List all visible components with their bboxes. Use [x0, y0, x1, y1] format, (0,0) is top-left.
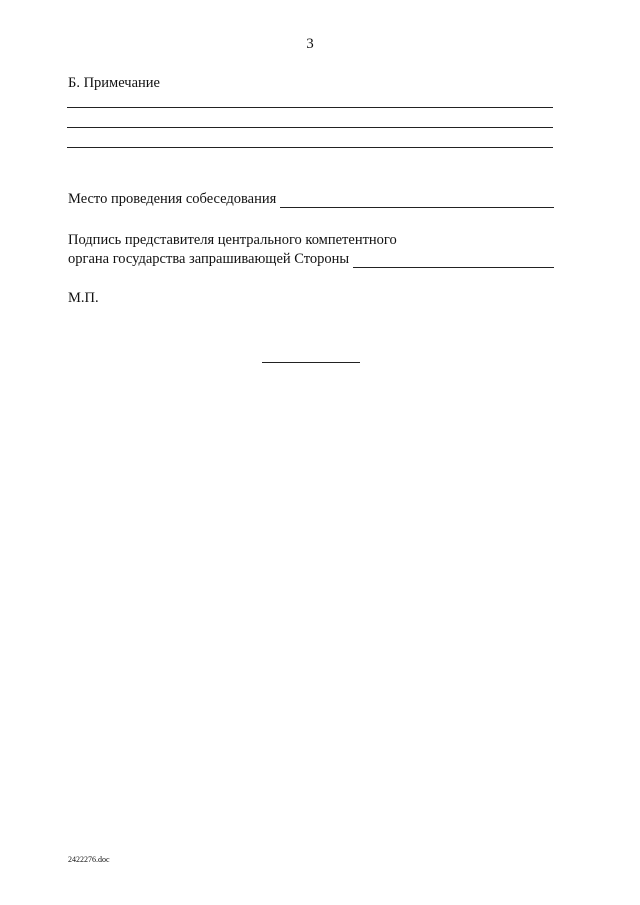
footer-filename: 2422276.doc [68, 855, 110, 864]
note-line-2 [67, 127, 553, 128]
page-number: 3 [306, 36, 314, 52]
end-divider [262, 362, 360, 363]
signature-blank [353, 253, 554, 268]
note-section-title: Б. Примечание [68, 75, 160, 91]
signature-label-line-2: органа государства запрашивающей Стороны [68, 251, 350, 267]
signature-field [68, 250, 554, 268]
interview-place-label: Место проведения собеседования [68, 191, 277, 207]
interview-place-blank [280, 193, 554, 208]
interview-place-field [68, 190, 554, 208]
note-line-1 [67, 107, 553, 108]
signature-label-line-1: Подпись представителя центрального компетентного [68, 232, 397, 248]
stamp-label: М.П. [68, 290, 99, 306]
note-line-3 [67, 147, 553, 148]
